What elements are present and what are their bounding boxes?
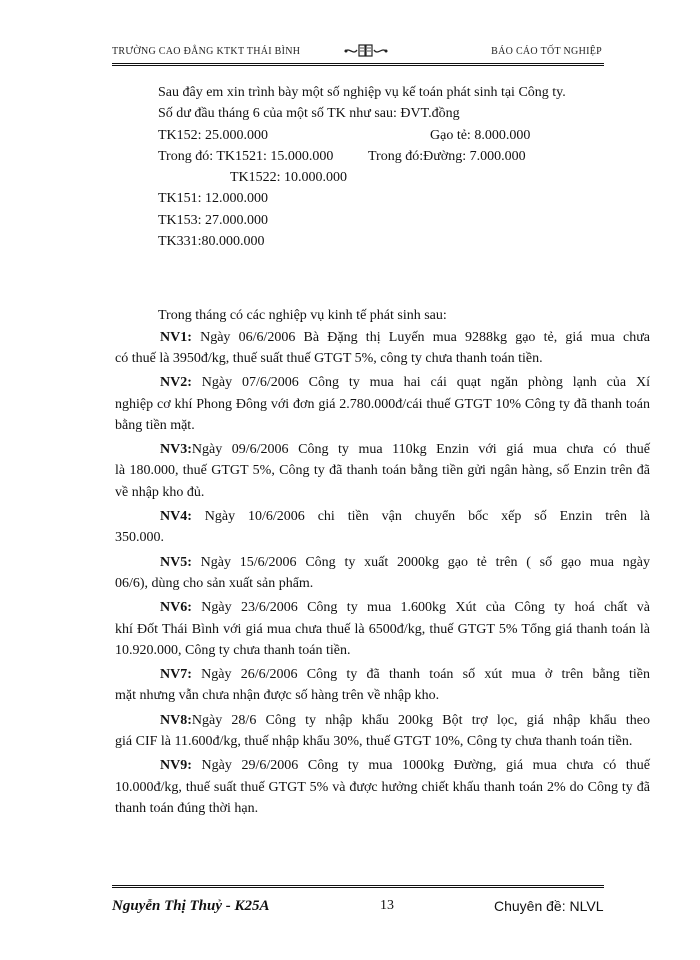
operation-text: Ngày 10/6/2006 chi tiền vận chuyển bốc xếp số Enzin trên là (191, 509, 650, 525)
page-number: 13 (380, 898, 394, 913)
operation-text-rest: 10.000đ/kg, thuế suất thuế GTGT 5% và được hưởng chiết khấu thanh toán 2% do Công ty đã thanh toán đúng thời hạn. (115, 779, 650, 816)
header-rule (112, 63, 604, 66)
operation-paragraph (115, 552, 650, 595)
operation-paragraph (115, 506, 650, 549)
header-report-title: BÁO CÁO TỐT NGHIỆP (491, 46, 602, 57)
operation-label: NV8: (160, 712, 192, 728)
operation-text-rest: 06/6), dùng cho sản xuất sản phẩm. (115, 575, 314, 591)
operation-text: Ngày 09/6/2006 Công ty mua 110kg Enzin với giá mua chưa có thuế (191, 442, 650, 458)
operation-text: Ngày 29/6/2006 Công ty mua 1000kg Đường, giá mua chưa có thuế (191, 758, 650, 774)
balance-duong: Trong đó:Đường: 7.000.000 (368, 148, 526, 164)
balance-tk331: TK331:80.000.000 (158, 234, 265, 250)
page-footer (112, 896, 632, 920)
footer-rule (112, 885, 604, 888)
operation-label: NV3: (160, 442, 192, 458)
footer-topic: Chuyên đề: NLVL (494, 898, 604, 914)
operation-label: NV2: (160, 375, 192, 391)
opening-balance-line: Số dư đầu tháng 6 của một số TK như sau: ĐVT.đồng (158, 106, 460, 122)
operation-label: NV1: (160, 329, 192, 345)
operation-text: Ngày 06/6/2006 Bà Đặng thị Luyến mua 9288kg gạo tẻ, giá mua chưa (191, 329, 650, 345)
operation-paragraph (115, 372, 650, 436)
footer-author: Nguyễn Thị Thuỷ - K25A (112, 898, 270, 914)
operation-label: NV5: (160, 554, 192, 570)
operation-text-rest: giá CIF là 11.600đ/kg, thuế nhập khẩu 30%, thuế GTGT 10%, Công ty chưa thanh toán tiền. (115, 734, 633, 750)
balance-tk152: TK152: 25.000.000 (158, 127, 269, 143)
operation-label: NV7: (160, 667, 192, 683)
operation-paragraph (115, 755, 650, 819)
operation-paragraph (115, 597, 650, 661)
balance-tk1522: TK1522: 10.000.000 (230, 170, 348, 186)
operation-paragraph (115, 710, 650, 753)
operation-text-rest: nghiệp cơ khí Phong Đông với đơn giá 2.780.000đ/cái thuế GTGT 10% Công ty đã thanh toán bằng tiền mặt. (115, 396, 650, 433)
operation-text: Ngày 15/6/2006 Công ty xuất 2000kg gạo tẻ trên ( số gạo mua ngày (191, 554, 650, 570)
balance-tk153: TK153: 27.000.000 (158, 212, 269, 228)
operation-paragraph (115, 439, 650, 503)
ops-intro: Trong tháng có các nghiệp vụ kinh tế phát sinh sau: (158, 308, 447, 324)
operation-text-rest: là 180.000, thuế GTGT 5%, Công ty đã thanh toán bằng tiền gửi ngân hàng, số Enzin trên đã về nhập kho đủ. (115, 463, 650, 500)
balance-gao: Gạo tẻ: 8.000.000 (430, 127, 531, 143)
operation-label: NV9: (160, 758, 192, 774)
page-header (112, 42, 602, 62)
balance-tk151: TK151: 12.000.000 (158, 191, 269, 207)
balance-row (115, 125, 650, 146)
document-body (115, 82, 650, 822)
intro-line: Sau đây em xin trình bày một số nghiệp vụ kế toán phát sinh tại Công ty. (158, 85, 566, 100)
operation-text-rest: 350.000. (115, 530, 164, 546)
operation-text-rest: mặt nhưng vẫn chưa nhận được số hàng trên về nhập kho. (115, 688, 440, 704)
operation-label: NV6: (160, 600, 192, 616)
operation-text: Ngày 07/6/2006 Công ty mua hai cái quạt ngăn phòng lạnh của Xí (191, 375, 650, 391)
operation-text: Ngày 28/6 Công ty nhập khẩu 200kg Bột trợ lọc, giá nhập khẩu theo (191, 712, 650, 728)
operation-text: Ngày 23/6/2006 Công ty mua 1.600kg Xút của Công ty hoá chất và (191, 600, 650, 616)
balance-tk1521: Trong đó: TK1521: 15.000.000 (158, 148, 334, 164)
operation-paragraph (115, 327, 650, 370)
book-ornament-icon (343, 42, 389, 60)
operation-text: Ngày 26/6/2006 Công ty đã thanh toán số xút mua ở trên bằng tiền (191, 667, 650, 683)
header-school: TRƯỜNG CAO ĐẲNG KTKT THÁI BÌNH (112, 46, 301, 57)
balance-row (115, 146, 650, 167)
operation-label: NV4: (160, 509, 192, 525)
operation-text-rest: khí Đốt Thái Bình với giá mua chưa thuế là 6500đ/kg, thuế GTGT 5% Tổng giá thanh toán là 10.920.000, Công ty chưa thanh toán tiền. (115, 621, 650, 658)
operation-text-rest: có thuế là 3950đ/kg, thuế suất thuế GTGT 5%, công ty chưa thanh toán tiền. (115, 350, 543, 366)
operation-paragraph (115, 664, 650, 707)
